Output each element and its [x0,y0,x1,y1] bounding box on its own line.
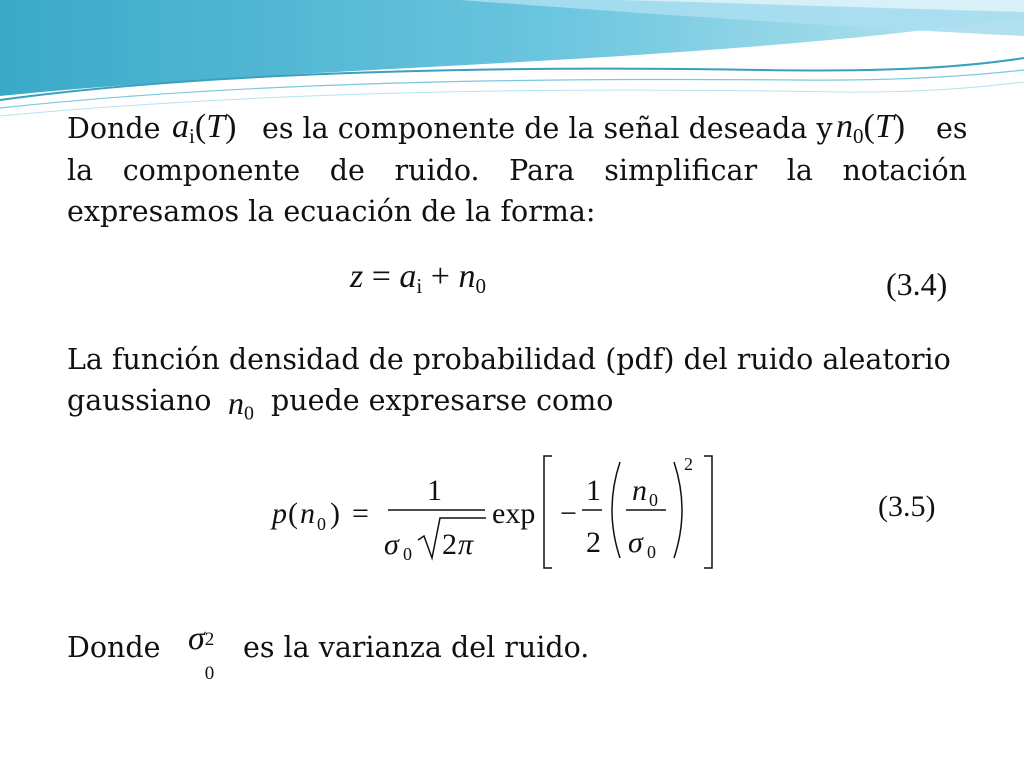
math-n0-inline: $n_0$ [228,385,254,425]
svg-text:0: 0 [317,514,326,534]
svg-text:=: = [352,497,369,530]
math-ai-of-T: $a_i(T)$ [172,108,237,148]
equation-3-4: $z = a_i + n_0$ [350,258,487,298]
svg-text:exp: exp [492,497,536,530]
svg-text:1: 1 [586,474,601,507]
intro-line1 [67,109,160,149]
svg-text:n: n [632,474,647,507]
pdf-line1: La función densidad de probabilidad (pdf) del ruido aleatorio [67,343,951,376]
intro-word-donde: Donde [67,112,161,145]
svg-text:π: π [458,528,474,561]
equation-3-5 [260,440,730,580]
equation-number-3-4: (3.4) [886,266,948,302]
svg-text:n: n [300,497,315,530]
closing-end: es la varianza del ruido. [243,631,590,664]
intro-line2: la componente de ruido. Para simplificar la notación [67,154,967,187]
pdf-line2-end: puede expresarse como [271,384,614,417]
svg-text:0: 0 [649,490,658,510]
svg-text:2: 2 [586,526,601,559]
svg-text:0: 0 [647,542,656,562]
intro-line3: expresamos la ecuación de la forma: [67,195,596,228]
svg-text:σ: σ [384,528,399,561]
math-sigma0-squared: σ 2 0 [188,620,215,684]
intro-line1-middle: es la componente de la señal deseada y [262,112,833,145]
svg-text:2: 2 [442,528,457,561]
svg-text:(: ( [288,497,298,530]
pdf-line2-start: gaussiano [67,384,212,417]
equation-number-3-5: (3.5) [878,490,936,523]
svg-text:): ) [330,497,340,530]
svg-text:σ: σ [628,526,643,559]
math-n0-of-T: $n_0(T)$ [836,108,906,148]
svg-text:2: 2 [684,454,693,474]
svg-text:p: p [272,497,287,530]
svg-text:0: 0 [403,544,412,564]
svg-text:1: 1 [427,474,442,507]
intro-line1-end: es [936,112,968,145]
svg-text:−: − [560,497,577,530]
closing-start: Donde [67,631,161,664]
